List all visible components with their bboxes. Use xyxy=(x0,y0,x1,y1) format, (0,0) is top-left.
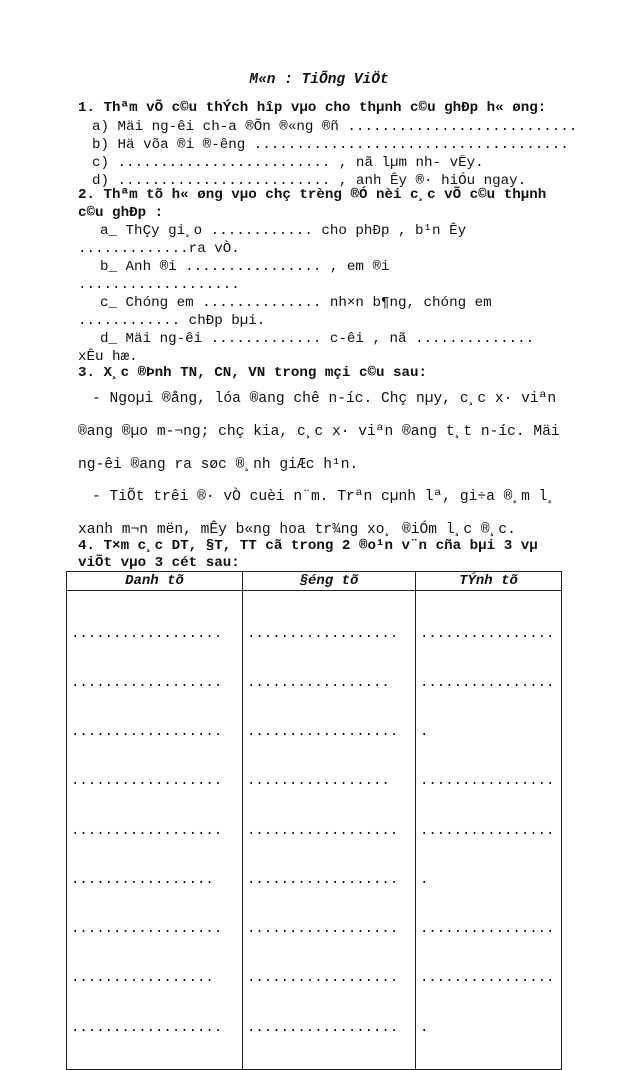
q2-item-c-line2: ............ chÐp bµi. xyxy=(78,313,266,329)
document-title: M«n : TiÕng ViÖt xyxy=(249,72,389,88)
header-verb: §éng tõ xyxy=(243,572,416,591)
adjective-line: ................ xyxy=(420,773,555,790)
verb-line: .................. xyxy=(247,1019,399,1036)
q1-item-b: b) Hä võa ®i ®-êng ..................................... xyxy=(92,137,569,153)
adjective-line: ................ xyxy=(420,921,555,938)
q2-item-a-line2: .............ra vÒ. xyxy=(78,241,240,257)
q2-item-b-line2: ................... xyxy=(78,277,240,293)
adjective-line: . xyxy=(420,871,429,888)
noun-column xyxy=(67,591,243,1070)
q3-heading: 3. X¸c ®Þnh TN, CN, VN trong mçi c©u sau: xyxy=(78,365,428,381)
q3-sentence2-line1: - TiÕt trêi ®· vÒ cuèi n¨m. Trªn cµnh lª, gi÷a ®¸m l¸ xyxy=(92,489,557,505)
verb-column xyxy=(243,591,416,1070)
verb-line: .................. xyxy=(247,871,399,888)
adjective-line: ................ xyxy=(420,675,555,692)
noun-line: .................. xyxy=(71,822,223,839)
q2-item-c-line1: c_ Chóng em .............. nh×n b¶ng, chóng em xyxy=(100,295,492,311)
adjective-line: ................ xyxy=(420,625,555,642)
verb-line: ................. xyxy=(247,675,390,692)
q1-item-a: a) Mäi ng-êi ch-a ®Õn ®«ng ®ñ ........................... xyxy=(92,119,578,135)
q3-sentence1-line2: ®ang ®µo m-¬ng; chç kia, c¸c x· viªn ®ang t¸t n-íc. Mäi xyxy=(78,424,560,440)
q2-item-a-line1: a_ ThÇy gi¸o ............ cho phÐp , b¹n Êy xyxy=(100,223,467,239)
q2-heading-line1: 2. Thªm tõ h« øng vµo chç trèng ®Ó nèi c¸c vÕ c©u thµnh xyxy=(78,187,547,203)
q1-heading: 1. Thªm vÕ c©u thÝch hîp vµo cho thµnh c©u ghÐp h« øng: xyxy=(78,100,547,116)
q3-sentence1-line3: ng-êi ®ang ra søc ®¸nh giÆc h¹n. xyxy=(78,457,359,473)
noun-line: .................. xyxy=(71,1019,223,1036)
noun-line: .................. xyxy=(71,921,223,938)
q2-item-d-line2: xÊu hæ. xyxy=(78,349,138,365)
adjective-line: ................ xyxy=(420,822,555,839)
verb-line: .................. xyxy=(247,724,399,741)
verb-line: ................. xyxy=(247,773,390,790)
adjective-line: . xyxy=(420,724,429,741)
noun-line: ................. xyxy=(71,871,214,888)
q1-item-c: c) ......................... , nã lµm nh- vËy. xyxy=(92,155,484,171)
q3-sentence1-line1: - Ngoµi ®ång, lóa ®ang chê n-íc. Chç nµy, c¸c x· viªn xyxy=(92,391,557,407)
verb-line: .................. xyxy=(247,625,399,642)
header-noun: Danh tõ xyxy=(67,572,243,591)
noun-line: .................. xyxy=(71,675,223,692)
verb-line: .................. xyxy=(247,970,399,987)
q4-heading-line2: viÕt vµo 3 cét sau: xyxy=(78,555,240,571)
adjective-line: ................ xyxy=(420,970,555,987)
q1-item-d: d) ......................... , anh Êy ®· hiÓu ngay. xyxy=(92,173,527,189)
q3-sentence2-line2: xanh m¬n mën, mÊy b«ng hoa tr¾ng xo¸ ®iÓm l¸c ®¸c. xyxy=(78,522,516,538)
noun-line: ................. xyxy=(71,970,214,987)
q2-item-d-line1: d_ Mäi ng-êi ............. c-êi , nã .............. xyxy=(100,331,535,347)
q2-heading-line2: c©u ghÐp : xyxy=(78,205,164,221)
noun-line: .................. xyxy=(71,724,223,741)
q2-item-b-line1: b_ Anh ®i ................ , em ®i xyxy=(100,259,390,275)
adjective-line: . xyxy=(420,1019,429,1036)
header-adjective: TÝnh tõ xyxy=(416,572,562,591)
adjective-column xyxy=(416,591,562,1070)
noun-line: .................. xyxy=(71,773,223,790)
verb-line: .................. xyxy=(247,822,399,839)
noun-line: .................. xyxy=(71,625,223,642)
word-class-table xyxy=(66,571,562,1070)
q4-heading-line1: 4. T×m c¸c DT, §T, TT cã trong 2 ®o¹n v¨n cña bµi 3 vµ xyxy=(78,538,538,554)
verb-line: .................. xyxy=(247,921,399,938)
